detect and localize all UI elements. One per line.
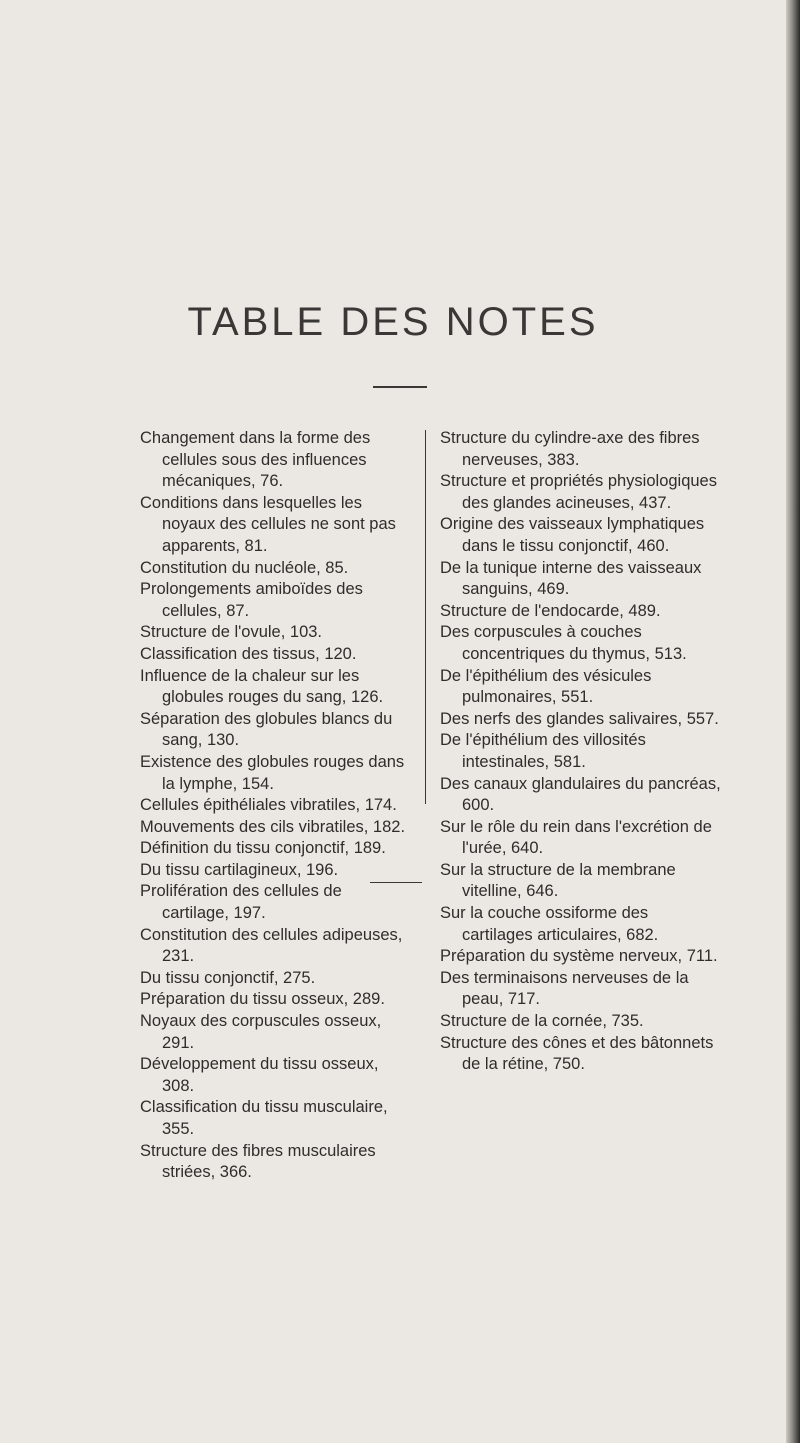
- note-entry: Sur le rôle du rein dans l'excrétion de l'urée, 640.: [440, 817, 712, 858]
- note-entry: Des nerfs des glandes salivaires, 557.: [440, 709, 719, 728]
- note-entry: Des corpuscules à couches concentriques du thymus, 513.: [440, 623, 687, 663]
- note-entry: Sur la couche ossiforme des cartilages articulaires, 682.: [440, 904, 659, 944]
- note-entry: Cellules épithéliales vibratiles, 174.: [140, 796, 397, 815]
- note-entry: Structure de la cornée, 735.: [440, 1012, 644, 1031]
- notes-column-right: [440, 428, 722, 1076]
- note-entry: Prolongements amiboïdes des cellules, 87.: [140, 580, 363, 620]
- note-entry: Définition du tissu conjonctif, 189.: [140, 839, 386, 858]
- note-entry: Du tissu conjonctif, 275.: [140, 968, 316, 987]
- note-entry: De l'épithélium des vésicules pulmonaires, 551.: [440, 666, 652, 707]
- note-entry: Développement du tissu osseux, 308.: [140, 1055, 379, 1095]
- note-entry: De l'épithélium des villosités intestinales, 581.: [440, 731, 646, 771]
- note-entry: Préparation du système nerveux, 711.: [440, 947, 718, 966]
- note-entry: Des canaux glandulaires du pancréas, 600.: [440, 774, 721, 815]
- note-entry: Influence de la chaleur sur les globules rouges du sang, 126.: [140, 666, 384, 707]
- note-entry: Structure des fibres musculaires striées, 366.: [140, 1141, 376, 1182]
- note-entry: Du tissu cartilagineux, 196.: [140, 860, 339, 879]
- note-entry: Structure des cônes et des bâtonnets de la rétine, 750.: [440, 1033, 714, 1074]
- notes-column-left: [140, 428, 412, 1184]
- note-entry: Structure du cylindre-axe des fibres nerveuses, 383.: [440, 429, 700, 469]
- note-entry: Changement dans la forme des cellules sous des influences mécaniques, 76.: [140, 429, 371, 491]
- note-entry: Structure de l'ovule, 103.: [140, 623, 323, 642]
- page-title: TABLE DES NOTES: [187, 300, 599, 344]
- note-entry: Existence des globules rouges dans la lymphe, 154.: [140, 752, 405, 793]
- note-entry: Classification des tissus, 120.: [140, 644, 357, 663]
- note-entry: Sur la structure de la membrane vitelline, 646.: [440, 860, 676, 901]
- note-entry: Séparation des globules blancs du sang, 130.: [140, 709, 393, 750]
- note-entry: Structure et propriétés physiologiques des glandes acineuses, 437.: [440, 472, 717, 512]
- note-entry: Classification du tissu musculaire, 355.: [140, 1098, 388, 1138]
- note-entry: Origine des vaisseaux lymphatiques dans le tissu conjonctif, 460.: [440, 515, 705, 555]
- column-divider: [425, 430, 426, 804]
- note-entry: Noyaux des corpuscules osseux, 291.: [140, 1012, 382, 1052]
- note-entry: Mouvements des cils vibratiles, 182.: [140, 817, 406, 836]
- note-entry: Constitution des cellules adipeuses, 231.: [140, 925, 403, 966]
- note-entry: Prolifération des cellules de cartilage, 197.: [140, 882, 342, 923]
- note-entry: Préparation du tissu osseux, 289.: [140, 990, 385, 1009]
- note-entry: Structure de l'endocarde, 489.: [440, 601, 661, 620]
- closing-rule: [370, 882, 422, 883]
- note-entry: Conditions dans lesquelles les noyaux des cellules ne sont pas apparents, 81.: [140, 493, 396, 555]
- note-entry: Des terminaisons nerveuses de la peau, 717.: [440, 968, 689, 1009]
- page-edge-shadow: [786, 0, 800, 1443]
- note-entry: Constitution du nucléole, 85.: [140, 558, 349, 577]
- title-rule: [373, 386, 427, 388]
- note-entry: De la tunique interne des vaisseaux sanguins, 469.: [440, 558, 702, 599]
